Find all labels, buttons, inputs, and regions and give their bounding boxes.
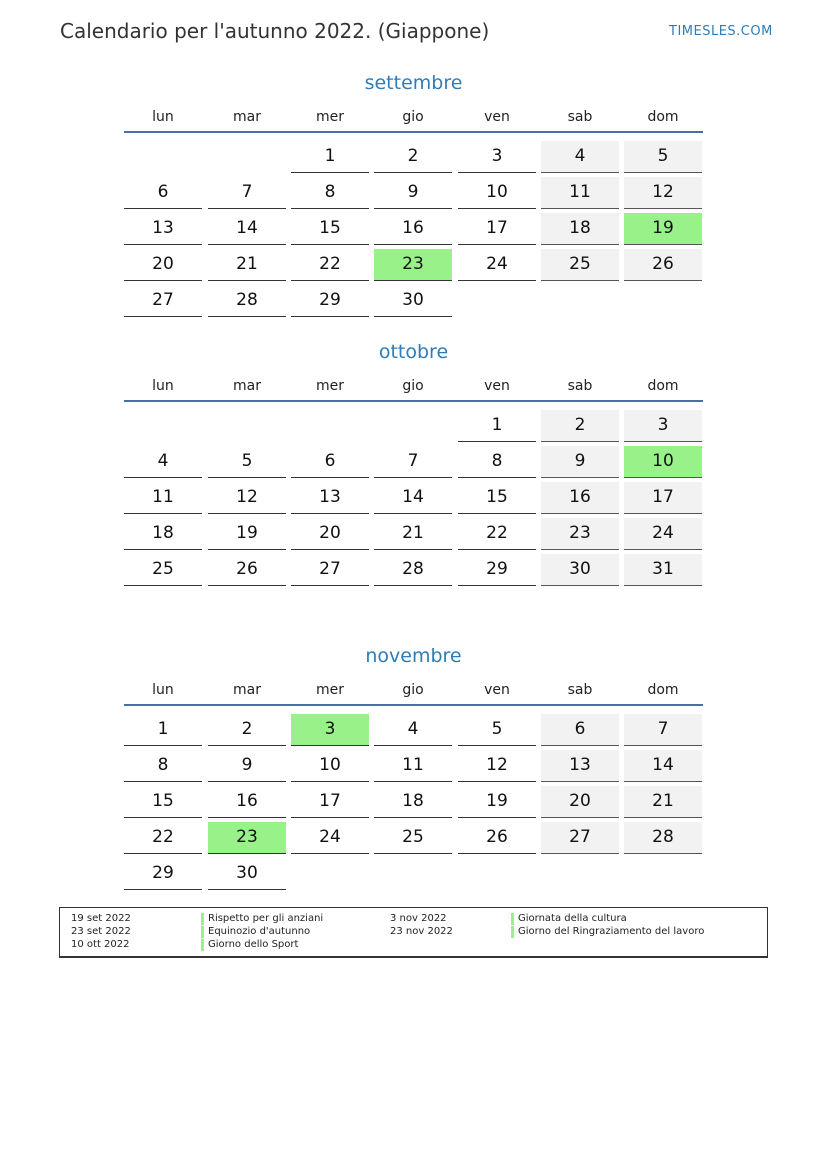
day-cell: 5 [624,141,702,173]
day-cell: 21 [624,786,702,818]
weekday-lun: lun [152,682,174,698]
holiday-color-marker [201,913,204,925]
day-cell: 27 [291,554,369,586]
holiday-color-marker [511,913,514,925]
weekday-gio: gio [402,682,424,698]
day-cell: 8 [291,177,369,209]
weekday-header-row [124,680,703,700]
day-cell: 27 [541,822,619,854]
day-cell: 9 [541,446,619,478]
page-title: Calendario per l'autunno 2022. (Giappone) [60,19,490,43]
day-cell: 9 [208,750,286,782]
weekday-divider [124,704,703,706]
day-cell: 27 [124,285,202,317]
day-cell: 16 [374,213,452,245]
day-cell: 14 [208,213,286,245]
day-cell: 21 [208,249,286,281]
weekday-divider [124,131,703,133]
legend-holiday-name [201,913,323,925]
legend-date: 10 ott 2022 [71,939,130,950]
day-cell: 8 [458,446,536,478]
day-cell: 1 [291,141,369,173]
day-cell: 6 [124,177,202,209]
day-cell: 8 [124,750,202,782]
day-cell: 9 [374,177,452,209]
weekday-mer: mer [315,378,344,394]
day-cell: 29 [124,858,202,890]
day-cell: 15 [291,213,369,245]
day-cell: 3 [624,410,702,442]
day-cell: 10 [291,750,369,782]
day-cell: 1 [124,714,202,746]
holiday-color-marker [201,926,204,938]
day-cell-holiday: 19 [624,213,702,245]
day-cell: 14 [374,482,452,514]
legend-holiday-name [201,939,298,951]
weekday-header-row [124,107,703,127]
day-cell: 22 [291,249,369,281]
day-cell: 2 [208,714,286,746]
weekday-dom: dom [647,378,679,394]
holiday-color-marker [201,939,204,951]
legend-date: 19 set 2022 [71,913,131,924]
weekday-sab: sab [567,378,593,394]
day-cell-holiday: 10 [624,446,702,478]
weekday-sab: sab [567,682,593,698]
day-cell-holiday: 3 [291,714,369,746]
day-cell: 21 [374,518,452,550]
weekday-dom: dom [647,682,679,698]
day-cell: 31 [624,554,702,586]
weekday-mar: mar [233,109,261,125]
weekday-gio: gio [402,378,424,394]
day-cell: 22 [458,518,536,550]
day-cell: 3 [458,141,536,173]
day-cell: 30 [541,554,619,586]
day-cell: 16 [541,482,619,514]
day-cell: 12 [624,177,702,209]
legend-holiday-name [511,926,704,938]
day-cell: 13 [541,750,619,782]
weekday-sab: sab [567,109,593,125]
holiday-legend [59,907,768,958]
day-cell: 10 [458,177,536,209]
weekday-ven: ven [484,109,510,125]
day-cell: 28 [624,822,702,854]
day-cell: 11 [541,177,619,209]
day-cell: 18 [541,213,619,245]
day-cell: 20 [124,249,202,281]
day-cell: 28 [374,554,452,586]
day-cell: 20 [541,786,619,818]
legend-date: 23 set 2022 [71,926,131,937]
day-cell: 24 [624,518,702,550]
day-cell: 26 [458,822,536,854]
day-cell: 12 [458,750,536,782]
day-cell: 22 [124,822,202,854]
day-cell: 6 [291,446,369,478]
day-cell: 26 [208,554,286,586]
month-title: settembre [364,72,463,94]
day-cell: 4 [124,446,202,478]
legend-holiday-label: Equinozio d'autunno [208,926,311,937]
day-cell: 24 [291,822,369,854]
weekday-lun: lun [152,109,174,125]
day-cell: 13 [291,482,369,514]
day-cell: 4 [541,141,619,173]
legend-holiday-name [201,926,310,938]
day-cell: 11 [124,482,202,514]
weekday-dom: dom [647,109,679,125]
day-cell: 19 [208,518,286,550]
day-cell: 25 [374,822,452,854]
month-title: novembre [365,645,462,667]
day-cell: 30 [208,858,286,890]
day-cell: 18 [374,786,452,818]
day-cell: 5 [208,446,286,478]
holiday-color-marker [511,926,514,938]
day-cell: 17 [291,786,369,818]
brand-logo-text[interactable]: TIMESLES.COM [669,24,773,39]
day-cell: 18 [124,518,202,550]
day-cell: 11 [374,750,452,782]
day-cell: 12 [208,482,286,514]
day-cell: 30 [374,285,452,317]
month-title: ottobre [378,341,449,363]
legend-holiday-label: Rispetto per gli anziani [208,913,324,924]
weekday-lun: lun [152,378,174,394]
day-cell: 6 [541,714,619,746]
weekday-divider [124,400,703,402]
day-cell: 17 [624,482,702,514]
day-cell: 25 [541,249,619,281]
day-cell: 29 [291,285,369,317]
day-cell: 23 [541,518,619,550]
day-cell: 28 [208,285,286,317]
weekday-header-row [124,376,703,396]
day-cell: 24 [458,249,536,281]
weekday-gio: gio [402,109,424,125]
day-cell-holiday: 23 [208,822,286,854]
legend-date: 3 nov 2022 [390,913,447,924]
legend-holiday-label: Giornata della cultura [518,913,627,924]
day-cell: 2 [541,410,619,442]
weekday-ven: ven [484,682,510,698]
day-cell: 5 [458,714,536,746]
legend-date: 23 nov 2022 [390,926,453,937]
weekday-mer: mer [315,682,344,698]
legend-holiday-name [511,913,627,925]
day-cell: 19 [458,786,536,818]
day-cell: 25 [124,554,202,586]
day-cell: 13 [124,213,202,245]
day-cell: 2 [374,141,452,173]
day-cell: 17 [458,213,536,245]
day-cell: 16 [208,786,286,818]
weekday-mar: mar [233,682,261,698]
day-cell: 4 [374,714,452,746]
day-cell: 20 [291,518,369,550]
legend-holiday-label: Giorno del Ringraziamento del lavoro [518,926,705,937]
day-cell: 26 [624,249,702,281]
day-cell: 1 [458,410,536,442]
day-cell: 7 [374,446,452,478]
day-cell: 14 [624,750,702,782]
weekday-ven: ven [484,378,510,394]
legend-holiday-label: Giorno dello Sport [208,939,299,950]
day-cell: 29 [458,554,536,586]
day-cell: 7 [624,714,702,746]
day-cell: 15 [458,482,536,514]
day-cell: 15 [124,786,202,818]
day-cell-holiday: 23 [374,249,452,281]
weekday-mer: mer [315,109,344,125]
weekday-mar: mar [233,378,261,394]
day-cell: 7 [208,177,286,209]
